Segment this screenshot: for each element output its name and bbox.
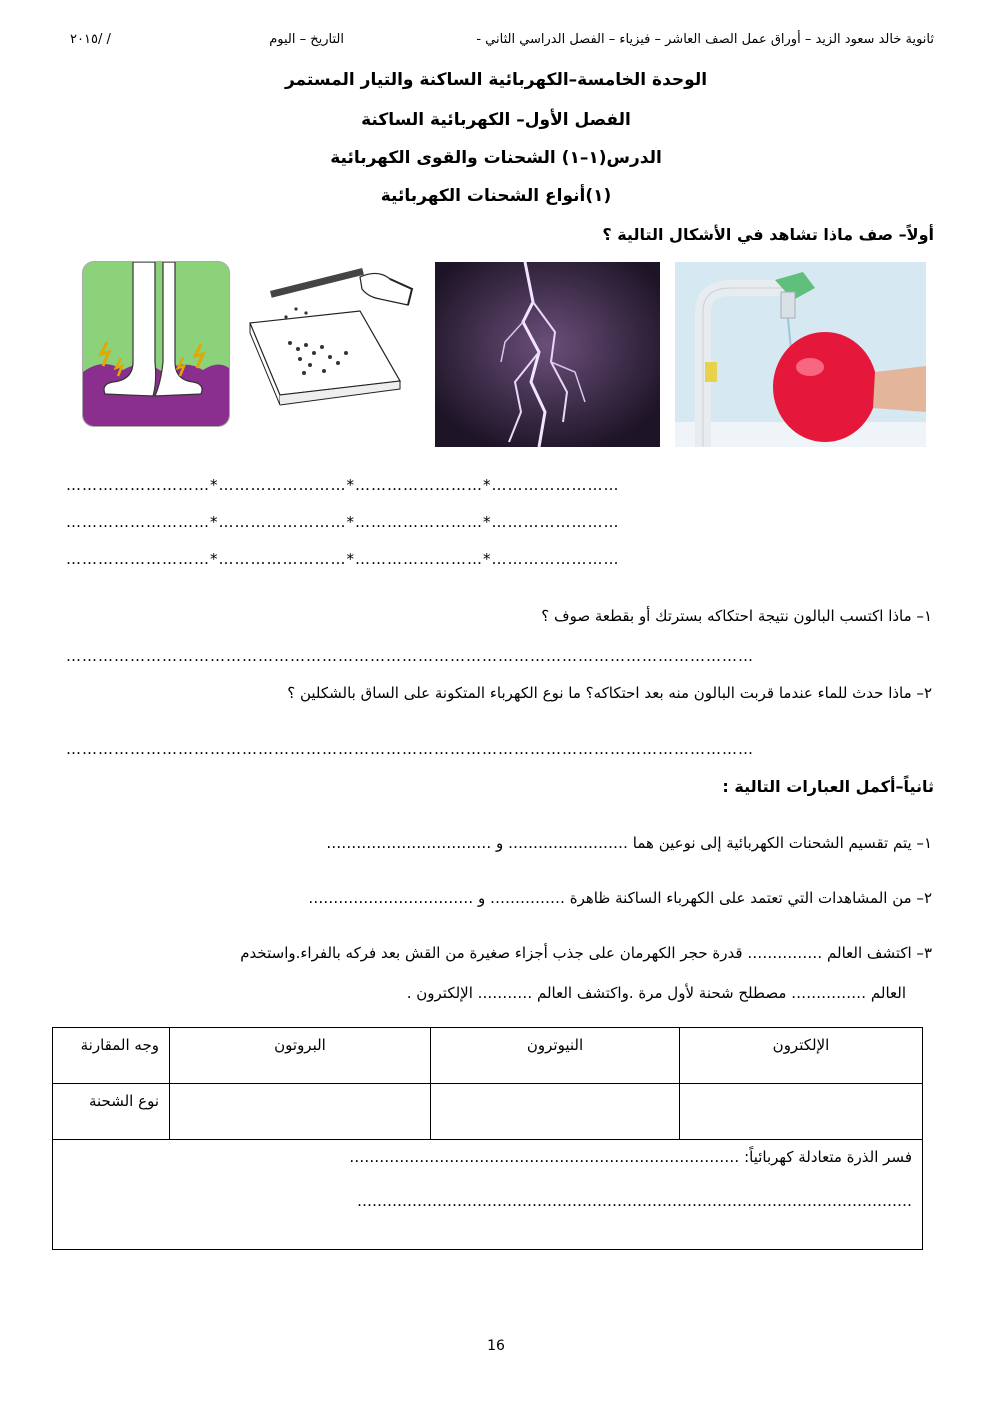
answer-row-2[interactable]: ………………………*……………………*……………………*…………………… xyxy=(66,513,620,531)
question-2-answer[interactable]: ………………………………………………………………………………………………………………… xyxy=(66,740,754,758)
question-1-answer[interactable]: ………………………………………………………………………………………………………………… xyxy=(66,647,754,665)
lightning-image xyxy=(435,262,660,447)
part1-heading: أولاً– صف ماذا تشاهد في الأشكال التالية ؟ xyxy=(602,225,934,244)
question-1: ١– ماذا اكتسب البالون نتيجة احتكاكه بسترتك أو بقطعة صوف ؟ xyxy=(541,607,932,625)
table-header-comparison: وجه المقارنة xyxy=(53,1028,170,1084)
part2-heading: ثانياً–أكمل العبارات التالية : xyxy=(722,777,934,796)
balloon-water-image xyxy=(675,262,926,447)
table-header-proton: البروتون xyxy=(170,1028,431,1084)
unit-title: الوحدة الخامسة–الكهربائية الساكنة والتيار المستمر xyxy=(284,70,708,90)
day-label: التاريخ – اليوم xyxy=(269,32,344,47)
explain-label: فسر الذرة متعادلة كهربائياً: xyxy=(744,1148,912,1166)
table-explain-cell[interactable] xyxy=(53,1140,923,1250)
statement-2[interactable]: ٢– من المشاهدات التي تعتمد على الكهرباء الساكنة ظاهرة …………… و …………………………… xyxy=(308,889,932,907)
table-header-neutron: النيوترون xyxy=(431,1028,680,1084)
statement-3b[interactable]: العالم …………… مصطلح شحنة لأول مرة .واكتشف العالم ……….. الإلكترون . xyxy=(406,984,906,1002)
explain-dots-1[interactable]: …………………………………………………………………… xyxy=(349,1148,740,1166)
chapter-title: الفصل الأول– الكهربائية الساكنة xyxy=(361,110,631,130)
page-number: 16 xyxy=(487,1338,505,1354)
date-label: ٢٠١٥/ / xyxy=(70,32,111,47)
statement-3a[interactable]: ٣– اكتشف العالم …………… قدرة حجر الكهرمان على جذب أجزاء صغيرة من القش بعد فركه بالفراء.واستخدم xyxy=(240,944,932,962)
question-2: ٢– ماذا حدث للماء عندما قربت البالون منه بعد احتكاكه؟ ما نوع الكهرباء المتكونة على الساق بالشكلين ؟ xyxy=(287,684,932,702)
table-header-electron: الإلكترون xyxy=(680,1028,923,1084)
statement-1[interactable]: ١– يتم تقسيم الشحنات الكهربائية إلى نوعين هما …………………… و …………………………… xyxy=(326,834,932,852)
table-cell-electron-charge[interactable] xyxy=(680,1084,923,1140)
answer-row-3[interactable]: ………………………*……………………*……………………*…………………… xyxy=(66,550,620,568)
feet-sparks-image xyxy=(82,261,230,427)
section-title: (١)أنواع الشحنات الكهربائية xyxy=(380,186,612,206)
table-cell-proton-charge[interactable] xyxy=(170,1084,431,1140)
page-header xyxy=(60,32,934,52)
table-row-charge-label: نوع الشحنة xyxy=(53,1084,170,1140)
lesson-title: الدرس(١–١) الشحنات والقوى الكهربائية xyxy=(330,148,662,168)
table-cell-neutron-charge[interactable] xyxy=(431,1084,680,1140)
rod-paper-image xyxy=(240,263,420,413)
explain-dots-2[interactable]: ………………………………………………………………………………………………… xyxy=(357,1192,912,1210)
comparison-table xyxy=(52,1027,923,1250)
answer-row-1[interactable]: ………………………*……………………*……………………*…………………… xyxy=(66,476,620,494)
school-info: ثانوية خالد سعود الزيد – أوراق عمل الصف العاشر – فيزياء – الفصل الدراسي الثاني - xyxy=(476,32,934,47)
